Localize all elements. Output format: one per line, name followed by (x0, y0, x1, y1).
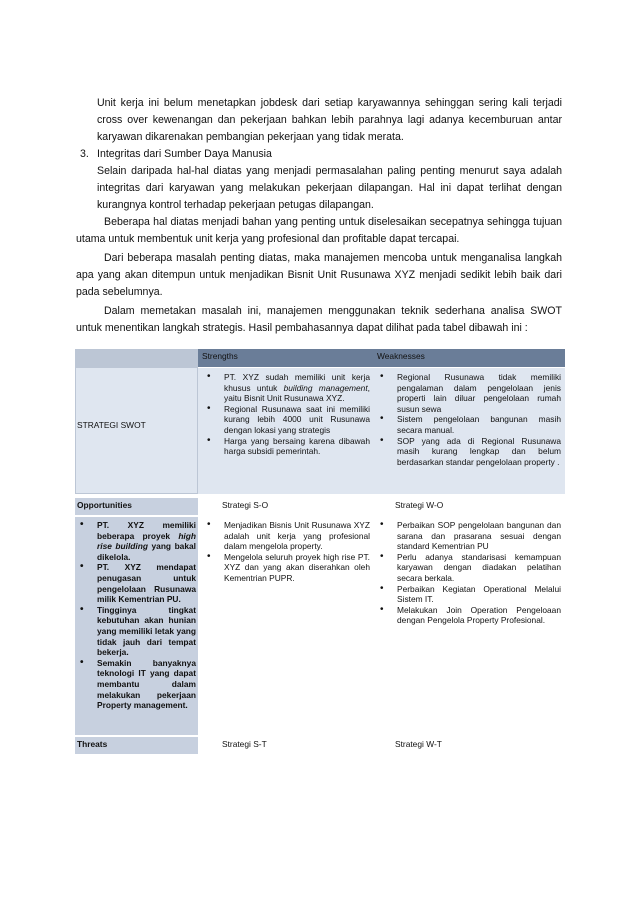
list-number: 3. (80, 148, 89, 160)
list-item: • Mengelola seluruh proyek high rise PT. XYZ dan yang akan diserahkan oleh Kementrian PUPR. (204, 552, 370, 584)
list-item: • Harga yang bersaing karena dibawah harga subsidi pemerintah. (204, 436, 370, 457)
list-item: • Tingginya tingkat kebutuhan akan hunian yang memiliki letak yang tidak jauh dari tempat bekerja. (77, 605, 196, 658)
opportunities-list (77, 520, 196, 711)
so-cell (198, 517, 373, 735)
list-item: • SOP yang ada di Regional Rusunawa masih kurang lengkap dan belum berdasarkan standar pengelolaan property . (377, 436, 561, 468)
list-item: • Menjadikan Bisnis Unit Rusunawa XYZ adalah unit kerja yang profesional dalam mengelola property. (204, 520, 370, 552)
opportunities-header: Opportunities (75, 498, 198, 515)
intro-paragraph: Unit kerja ini belum menetapkan jobdesk dari setiap karyawannya sehinggan sering kali terjadi cross over kewenangan dan pekerjaan bahkan lebih parahnya lagi adanya kecemburuan antar karyawan dikarenakan pembangian pekerjaan yang tidak merata. (97, 97, 562, 143)
list-item: • PT. XYZ memiliki beberapa proyek high rise building yang bakal dikelola. (77, 520, 196, 562)
list-item-title: Integritas dari Sumber Daya Manusia (97, 148, 272, 160)
list-item: • PT. XYZ sudah memiliki unit kerja khusus untuk building management, yaitu Bisnit Unit Rusunawa XYZ. (204, 372, 370, 404)
wo-label: Strategi W-O (395, 500, 444, 510)
list-item: • Perlu adanya standarisasi kemampuan karyawan dengan diadakan pelatihan secara berkala. (377, 552, 561, 584)
list-item: • Semakin banyaknya teknologi IT yang dapat membantu dalam melakukan pekerjaan Property management. (77, 658, 196, 711)
paragraph: Dalam memetakan masalah ini, manajemen menggunakan teknik sederhana analisa SWOT untuk menentikan langkah strategis. Hasil pembahasannya dapat dilihat pada tabel dibawah ini : (76, 305, 562, 334)
list-item: • PT. XYZ mendapat penugasan untuk pengelolaan Rusunawa milik Kementrian PU. (77, 562, 196, 604)
list-item: • Perbaikan Kegiatan Operational Melalui Sistem IT. (377, 584, 561, 605)
wo-list (377, 520, 561, 626)
weaknesses-list (377, 372, 561, 467)
strengths-header: Strengths (198, 349, 373, 367)
list-item: • Perbaikan SOP pengelolaan bangunan dan sarana dan prasarana sesuai dengan standard Kementrian PU (377, 520, 561, 552)
list-item: • Regional Rusunawa saat ini memiliki kurang lebih 4000 unit Rusunawa dengan lokasi yang strategis (204, 404, 370, 436)
so-list (204, 520, 370, 584)
wt-label: Strategi W-T (395, 739, 442, 749)
strengths-cell (198, 368, 373, 494)
list-item: • Regional Rusunawa tidak memiliki pengalaman dalam pengelolaan jenis properti lain diluar pengelolaan rumah susun sewa (377, 372, 561, 414)
paragraph: Dari beberapa masalah penting diatas, maka manajemen mencoba untuk menganalisa langkah apa yang akan ditempun untuk menjadikan Bisnit Unit Rusunawa XYZ menjadi sedikit lebih baik dari pada sebelumnya. (76, 252, 562, 298)
wo-cell (373, 517, 565, 735)
weaknesses-header: Weaknesses (373, 349, 565, 367)
strengths-list (204, 372, 370, 457)
st-label: Strategi S-T (222, 739, 267, 749)
list-item-body: Selain daripada hal-hal diatas yang menjadi permasalahan paling penting menurut saya adalah integritas dari karyawan yang melakukan pekerjaan dilapangan. Hal ini dapat terlihat dengan kurangnya kontrol terhadap pekerjaan petugas dilapangan. (97, 165, 562, 211)
list-item: • Melakukan Join Operation Pengeloaan dengan Pengelola Property Profesional. (377, 605, 561, 626)
list-item: • Sistem pengelolaan bangunan masih secara manual. (377, 414, 561, 435)
swot-table (75, 349, 565, 762)
weaknesses-cell (373, 368, 565, 494)
so-label: Strategi S-O (222, 500, 269, 510)
paragraph: Beberapa hal diatas menjadi bahan yang penting untuk diselesaikan secepatnya sehingga tujuan utama untuk membentuk unit kerja yang profesional dan profitable dapat tercapai. (76, 216, 562, 245)
opportunities-cell (75, 517, 198, 735)
threats-header: Threats (75, 737, 198, 754)
corner-label: STRATEGI SWOT (77, 420, 146, 430)
